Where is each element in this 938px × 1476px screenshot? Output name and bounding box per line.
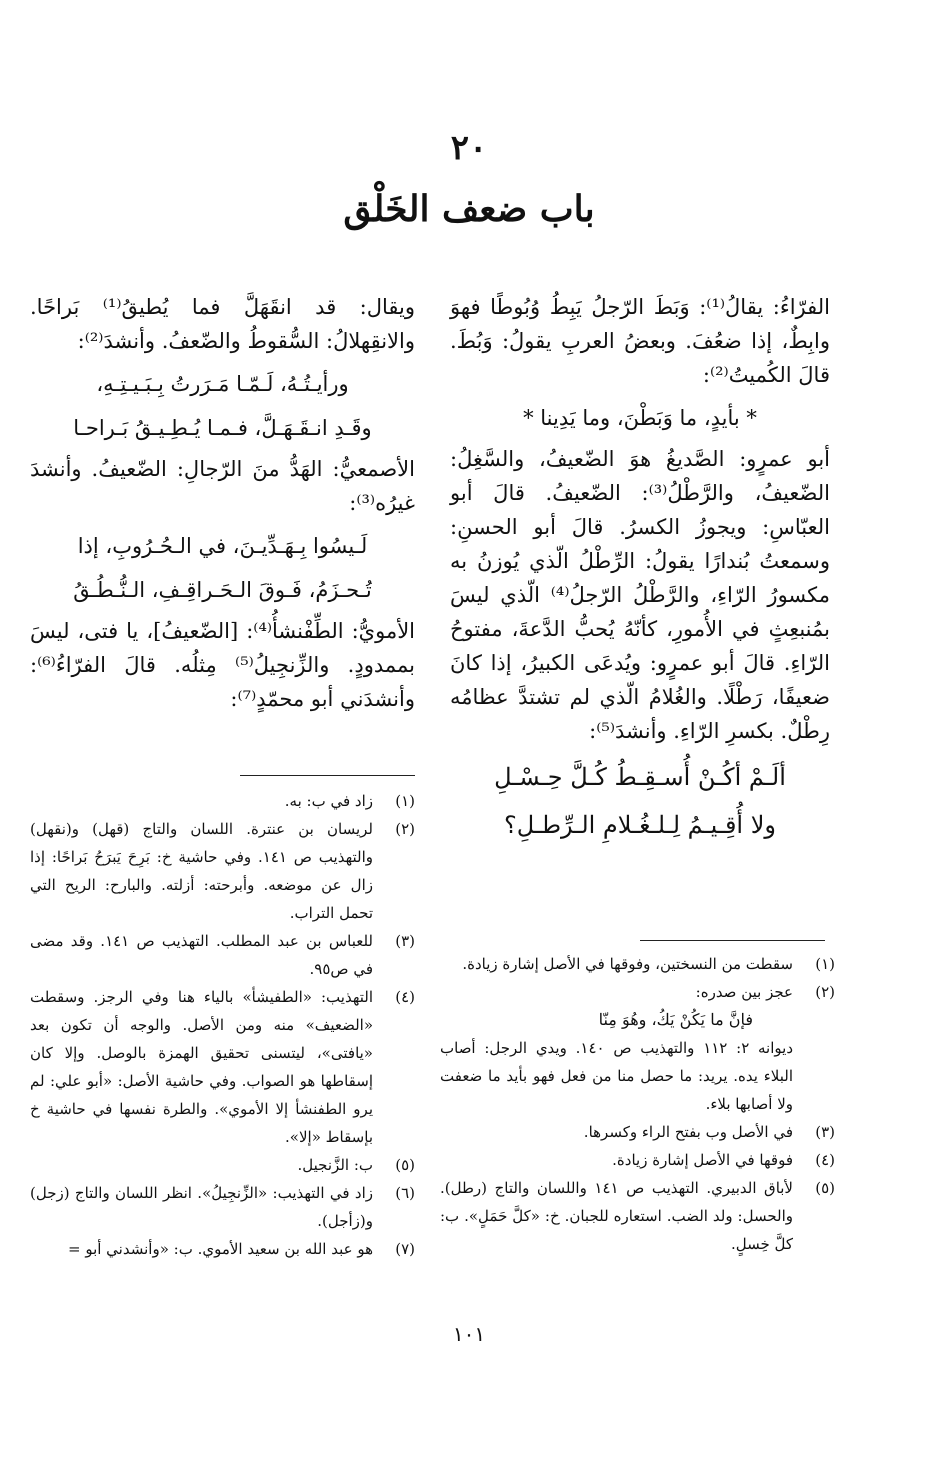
verse-line: لَـيسُوا بِـهَـدِّيـنَ، في الـحُـرُوبِ، إذا bbox=[77, 534, 368, 558]
footnote-number: (١) bbox=[395, 792, 415, 810]
verse-line: تُـحـزَمُ، فَـوقَ الـحَـراقِـفِ، الـنُّـطُـقُ bbox=[73, 578, 372, 602]
footnote-number: (٣) bbox=[395, 932, 415, 950]
footnote-number: (٧) bbox=[395, 1240, 415, 1258]
paragraph: ويقال: قد انقَهَلَّ فما يُطيقُ⁽¹⁾ بَراحًا. والانقِهلالُ: السُّقوطُ والضّعفُ. وأنشدَ⁽²⁾: bbox=[30, 295, 416, 353]
footnote bbox=[30, 927, 415, 983]
footnote-text: لأباق الدبيري. التهذيب ص ١٤١ واللسان والتاج (رطل). والحسل: ولد الضب. استعاره للجبان. خ: «كلَّ حَمَلٍ». ب: كلَّ خِسلٍ. bbox=[440, 1179, 793, 1253]
verse-line: وقَـدِ انـقَـهَـلَّ، فـمـا يُـطِـيـقُ بَـراحـا bbox=[73, 416, 372, 440]
footnote bbox=[30, 1179, 415, 1235]
paragraph: الأصمعيُّ: الهَدُّ منَ الرّجالِ: الضّعيفُ. وأنشدَ غيرُه⁽³⁾: bbox=[30, 457, 415, 515]
footnote-number: (٥) bbox=[815, 1179, 835, 1197]
paragraph: الفرّاءُ: يقالُ⁽¹⁾: وَبَطَ الرّجلُ يَبِطُ وُبُوطًا فهوَ وابِطٌ، إذا ضعُفَ. وبعضُ العربِ يقولُ: وَبُطَ. قالَ الكُميتُ⁽²⁾: bbox=[450, 295, 830, 387]
page-number: ١٠١ bbox=[452, 1322, 486, 1346]
footnotes-right bbox=[440, 950, 835, 1258]
footnote bbox=[30, 1151, 415, 1179]
right-column bbox=[450, 290, 830, 850]
footnotes-left bbox=[30, 787, 415, 1263]
footnote bbox=[440, 1118, 835, 1146]
chapter-number: ٢٠ bbox=[450, 128, 488, 168]
paragraph: أبو عمرٍو: الصَّديغُ هوَ الضّعيفُ، والسَّغِلُ: الضّعيفُ، والرَّطْلُ⁽³⁾: الضّعيفُ. قالَ أبو العبّاسِ: ويجوزُ الكسرُ. قالَ أبو الحسنِ: وسمعتُ بُندارًا يقولُ: الرِّطْلُ الّذي يُوزنُ به مكسورُ الرّاءِ، والرَّطْلُ الرّجلُ⁽⁴⁾ الّذي ليسَ بمُنبعِثٍ في الأُمورِ، كأنّهُ يُحبُّ الدَّعةَ، مفتوحُ الرّاءِ. قالَ أبو عمرٍو: ويُدعَى الكبيرُ، إذا كانَ ضعيفًا، رَطْلًا. والغُلامُ الّذي لم تشتدَّ عظامُه رِطْلٌ. بكسرِ الرّاءِ. وأنشدَ⁽⁵⁾: bbox=[450, 447, 830, 743]
footnote-number: (٣) bbox=[815, 1123, 835, 1141]
footnote-text: سقطت من النسختين، وفوقها في الأصل إشارة زيادة. bbox=[462, 955, 793, 973]
footnote-number: (٤) bbox=[815, 1151, 835, 1169]
footnote bbox=[440, 950, 835, 978]
footnote bbox=[440, 1174, 835, 1258]
footnote-number: (٤) bbox=[395, 988, 415, 1006]
footnote-text: زاد في التهذيب: «الزِّنجِيلُ». انظر اللسان والتاج (زجل) و(زأجل). bbox=[30, 1184, 373, 1230]
footnote-text: ب: الزَّنجيل. bbox=[297, 1156, 373, 1174]
footnote-divider-left bbox=[240, 775, 415, 776]
footnote bbox=[30, 787, 415, 815]
footnote-number: (٢) bbox=[815, 983, 835, 1001]
footnote-text: عجز بين صدره: bbox=[695, 983, 793, 1001]
paragraph: الأمويُّ: الطِّفْنشأُ⁽⁴⁾: [الضّعيفُ]، يا فتى، ليسَ بممدودٍ. والزِّنجِيلُ⁽⁵⁾ مِثلُه. قالَ الفرّاءُ⁽⁶⁾: وأنشدَني أبو محمّدٍ⁽⁷⁾: bbox=[30, 619, 416, 711]
footnote-text: فوقها في الأصل إشارة زيادة. bbox=[612, 1151, 793, 1169]
chapter-title: باب ضعف الخَلْق bbox=[343, 188, 595, 230]
footnote-verse bbox=[440, 1006, 835, 1034]
verse-line: ولا أُقِـيـمُ لِـلـغُـلامِ الـرِّطـلِ؟ bbox=[504, 811, 776, 839]
footnote-text: هو عبد الله بن سعيد الأموي. ب: «وأنشدني أبو = bbox=[67, 1240, 373, 1258]
footnote-text: زاد في ب: به. bbox=[284, 792, 373, 810]
footnote bbox=[30, 983, 415, 1151]
footnote-number: (٢) bbox=[395, 820, 415, 838]
footnote-text: للعباس بن عبد المطلب. التهذيب ص ١٤١. وقد مضى في ص٩٥. bbox=[30, 932, 373, 978]
footnote-text: ديوانه ٢: ١١٢ والتهذيب ص ١٤٠. ويدي الرجل: أصاب البلاء يده. يريد: ما حصل منا من فعل فهو بأيد ما ضعفت ولا أصابها بلاء. bbox=[440, 1039, 793, 1113]
footnote-verse-text: فإنَّ ما يَكُنْ يَكُ، وهُوَ مِنّا bbox=[598, 1010, 753, 1029]
footnote-number bbox=[793, 1006, 835, 1034]
footnote-divider-right bbox=[640, 940, 825, 941]
footnote bbox=[30, 815, 415, 927]
footnote-text: لريسان بن عنترة. اللسان والتاج (قهل) و(نقهل) والتهذيب ص ١٤١. وفي حاشية خ: بَرِحَ يَبرَحُ بَراحًا: إذا زال عن موضعه. وأبرحته: أزلته. والبارح: الريح التي تحمل التراب. bbox=[30, 820, 373, 922]
footnote-text: التهذيب: «الطفيشأ» بالياء هنا وفي الرجز. وسقطت «الضعيف» منه ومن الأصل. والوجه أن تكون بعد «يافتى»، ليتسنى تحقيق الهمزة بالوصل. وإلا كان إسقاطها هو الصواب. وفي حاشية الأصل: «أبو علي: لم يرو الطفنشأ إلا الأموي». والطرة نفسها في حاشية خ بإسقاط «إلا». bbox=[30, 988, 373, 1146]
footnote-number: (١) bbox=[815, 955, 835, 973]
left-column bbox=[30, 290, 415, 722]
footnote bbox=[440, 1034, 835, 1118]
footnote-number: (٥) bbox=[395, 1156, 415, 1174]
footnote-number: (٦) bbox=[395, 1184, 415, 1202]
verse-line: ورأيـتُـهُ، لَـمّـا مَـرَرتُ بِـبَـيـتِـهِ، bbox=[96, 372, 349, 396]
footnote bbox=[440, 978, 835, 1006]
footnote-text: في الأصل وب بفتح الراء وكسرها. bbox=[583, 1123, 793, 1141]
verse-line: * بأيدٍ، ما وَبَطْنَ، وما يَدِينا * bbox=[523, 406, 757, 430]
verse-line: ألَـمْ أكُـنْ أُسـقِـطُ كُـلَّ حِـسْـلِ bbox=[494, 763, 786, 791]
footnote-number bbox=[793, 1034, 835, 1118]
footnote bbox=[30, 1235, 415, 1263]
footnote bbox=[440, 1146, 835, 1174]
